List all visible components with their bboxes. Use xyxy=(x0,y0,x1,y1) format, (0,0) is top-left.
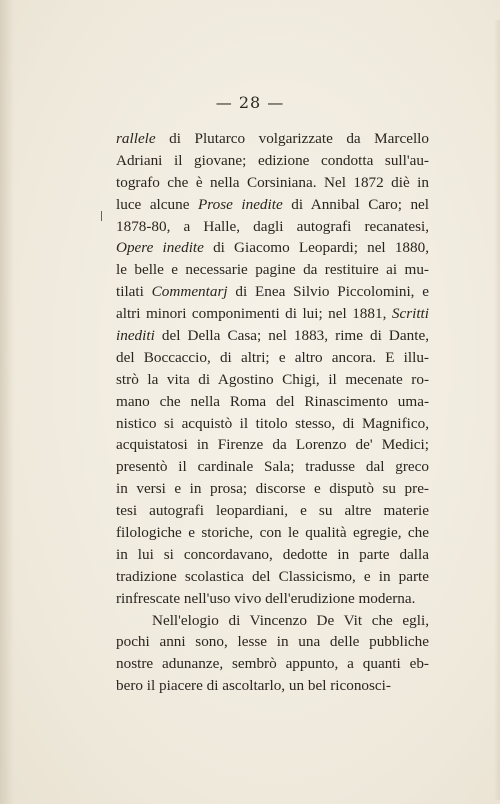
text-segment: di Annibal Caro; nel xyxy=(282,195,430,213)
text-segment: acquistatosi in Firenze da Lorenzo de' Medici; xyxy=(116,436,429,454)
text-segment: altri minori componimenti di lui; nel 1881, xyxy=(116,305,392,323)
body-text xyxy=(116,128,429,697)
text-line xyxy=(116,128,429,150)
page-spine-shadow xyxy=(0,0,14,804)
text-segment: luce alcune xyxy=(116,195,198,213)
text-segment: del Boccaccio, di altri; e altro ancora. E illu- xyxy=(116,348,429,366)
text-line xyxy=(116,434,429,456)
text-segment: presentò il cardinale Sala; tradusse dal greco xyxy=(116,458,429,476)
text-line xyxy=(116,172,429,194)
text-line xyxy=(116,522,429,544)
text-segment: pochi anni sono, lesse in una delle pubbliche xyxy=(116,633,429,651)
text-line xyxy=(116,259,429,281)
text-line xyxy=(116,675,429,697)
text-segment: Adriani il giovane; edizione condotta sull'au- xyxy=(116,151,429,169)
text-line xyxy=(116,216,429,238)
text-segment: Nell'elogio di Vincenzo De Vit che egli, xyxy=(152,611,429,629)
text-line xyxy=(116,588,429,610)
text-line xyxy=(116,150,429,172)
text-segment: di Giacomo Leopardi; nel 1880, xyxy=(203,239,429,257)
text-line xyxy=(116,610,429,632)
text-line xyxy=(116,325,429,347)
text-line xyxy=(116,653,429,675)
text-segment: tografo che è nella Corsiniana. Nel 1872 diè in xyxy=(116,173,429,191)
text-line xyxy=(116,281,429,303)
italic-title: inediti xyxy=(116,327,155,345)
text-segment: bero il piacere di ascoltarlo, un bel riconosci- xyxy=(116,677,391,695)
text-segment: nostre adunanze, sembrò appunto, a quanti eb- xyxy=(116,655,429,673)
text-segment: tilati xyxy=(116,283,152,301)
text-segment: mano che nella Roma del Rinascimento uma- xyxy=(116,392,429,410)
italic-title: Scritti xyxy=(391,305,429,323)
text-segment: tesi autografi leopardiani, e su altre materie xyxy=(116,502,429,520)
text-line xyxy=(116,347,429,369)
text-line xyxy=(116,566,429,588)
text-line xyxy=(116,413,429,435)
text-line xyxy=(116,194,429,216)
text-segment: in versi e in prosa; discorse e disputò su pre- xyxy=(116,480,429,498)
text-segment: di Enea Silvio Piccolomini, e xyxy=(227,283,430,301)
text-segment: rinfrescate nell'uso vivo dell'erudizione moderna. xyxy=(116,589,416,607)
text-segment: in lui si concordavano, dedotte in parte dalla xyxy=(116,545,429,563)
italic-title: Commentarj xyxy=(151,283,228,301)
text-line xyxy=(116,303,429,325)
page-number: — 28 — xyxy=(215,93,285,112)
text-line xyxy=(116,478,429,500)
text-line xyxy=(116,237,429,259)
text-line xyxy=(116,391,429,413)
italic-title: rallele xyxy=(116,130,156,147)
page-edge-shadow xyxy=(494,20,500,800)
text-line xyxy=(116,544,429,566)
italic-title: Opere inedite xyxy=(116,239,204,257)
text-segment: strò la vita di Agostino Chigi, il mecenate ro- xyxy=(116,370,429,388)
text-segment: di Plutarco volgarizzate da Marcello xyxy=(155,130,429,147)
text-line xyxy=(116,500,429,522)
text-line xyxy=(116,369,429,391)
text-segment: tradizione scolastica del Classicismo, e in parte xyxy=(116,567,429,585)
text-line xyxy=(116,631,429,653)
margin-mark xyxy=(101,211,102,221)
text-line xyxy=(116,456,429,478)
italic-title: Prose inedite xyxy=(197,195,283,213)
text-segment: filologiche e storiche, con le qualità egregie, che xyxy=(116,524,429,542)
text-segment: 1878-80, a Halle, dagli autografi recanatesi, xyxy=(116,217,429,235)
text-segment: del Della Casa; nel 1883, rime di Dante, xyxy=(154,327,429,345)
text-segment: le belle e necessarie pagine da restituire ai mu- xyxy=(116,261,429,279)
text-segment: nistico si acquistò il titolo stesso, di Magnifico, xyxy=(116,414,429,432)
